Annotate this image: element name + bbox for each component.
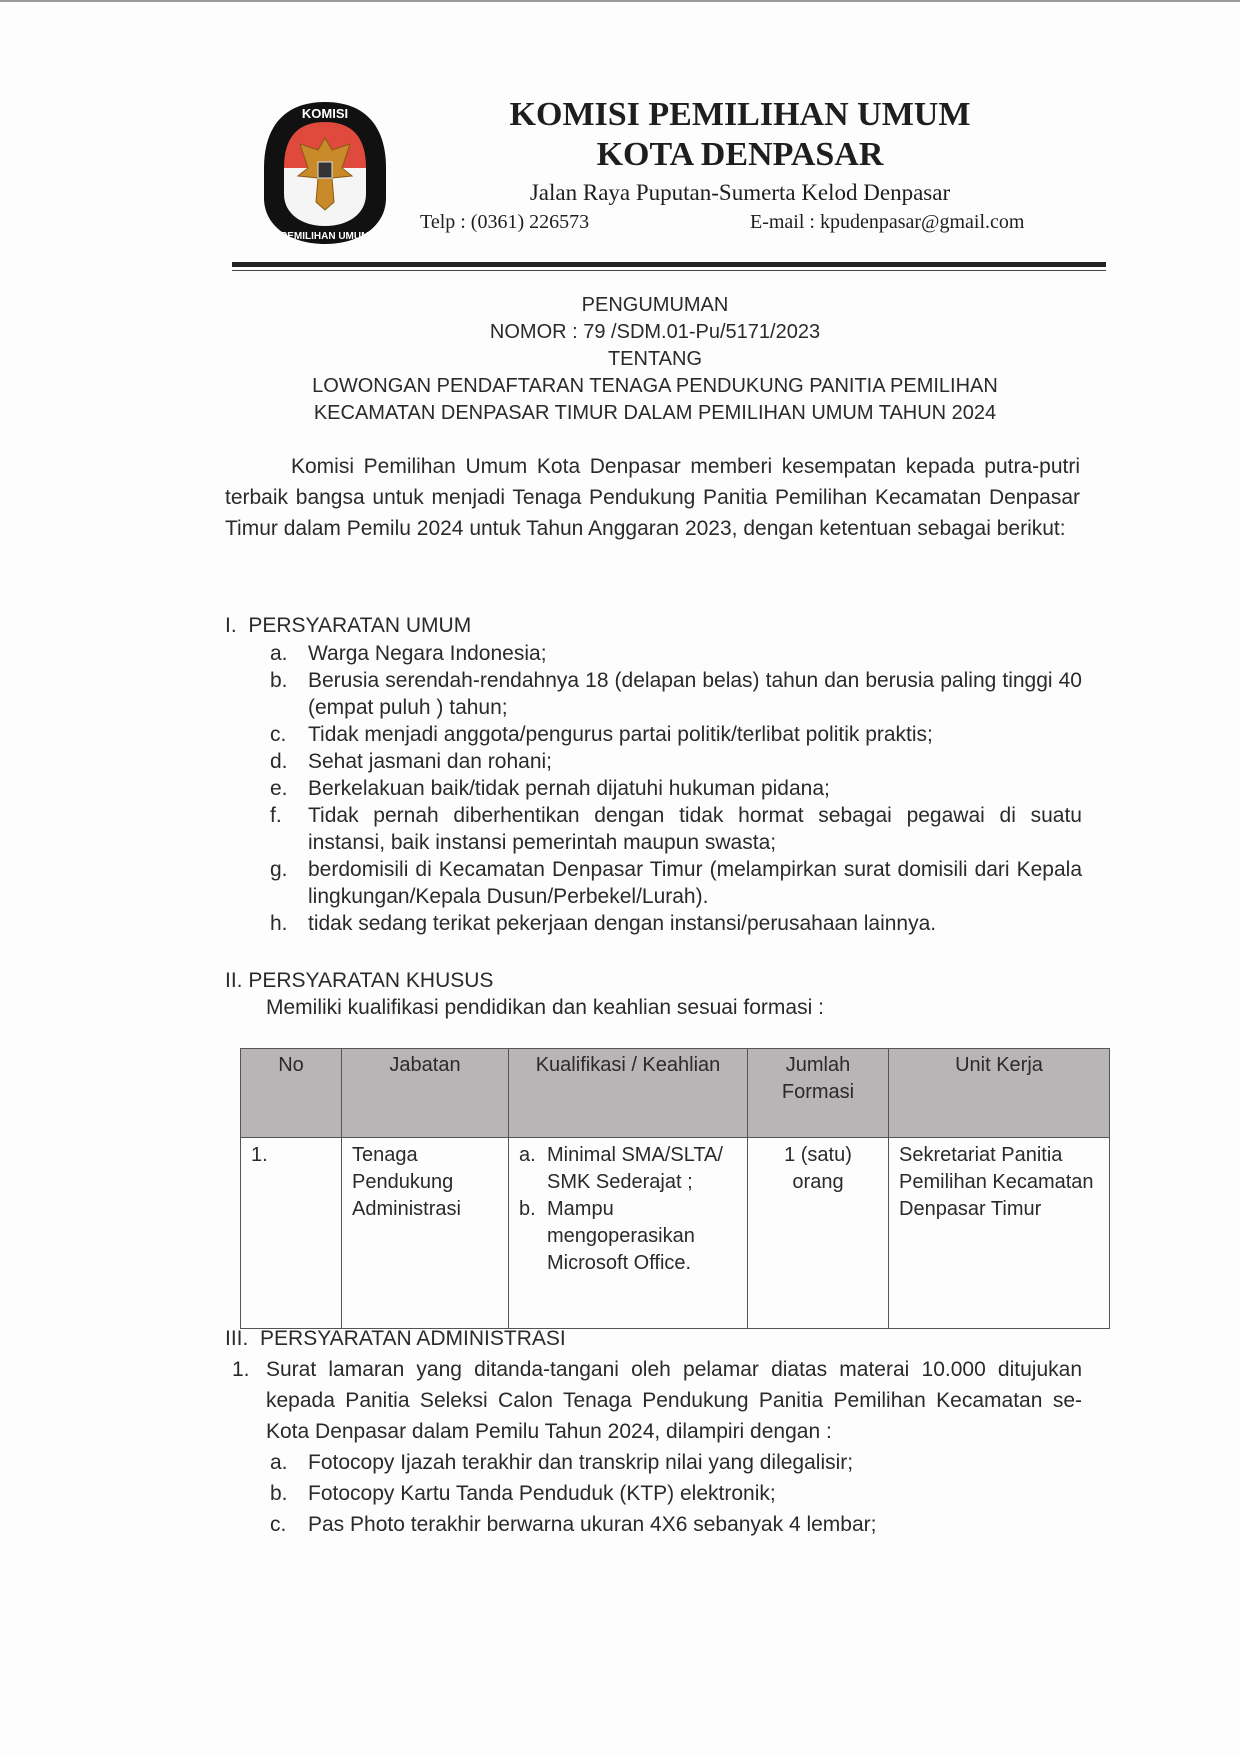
list-item [270, 856, 1082, 910]
section3-sublist [270, 1447, 1082, 1540]
scan-edge [0, 0, 1240, 2]
list-item [270, 775, 1082, 802]
org-name-line2: KOTA DENPASAR [596, 136, 884, 173]
table-header-row [241, 1049, 1110, 1138]
list-item [270, 721, 1082, 748]
list-item [270, 1509, 1082, 1540]
list-item-text: Berkelakuan baik/tidak pernah dijatuhi hukuman pidana; [308, 777, 830, 800]
list-item-text: Tidak pernah diberhentikan dengan tidak hormat sebagai pegawai di suatu instansi, baik instansi pemerintah maupun swasta; [308, 804, 1082, 854]
list-item-text: Berusia serendah-rendahnya 18 (delapan belas) tahun dan berusia paling tinggi 40 (empat puluh ) tahun; [308, 669, 1082, 719]
letterhead-rule-thick [232, 262, 1106, 267]
list-item-text: Sehat jasmani dan rohani; [308, 750, 552, 773]
list-item [270, 1447, 1082, 1478]
cell-jumlah: 1 (satu) orang [748, 1138, 889, 1329]
qualification-text: Minimal SMA/SLTA/ SMK Sederajat ; [547, 1144, 723, 1193]
list-item-marker: b. [270, 1482, 288, 1505]
section3-marker: III. [225, 1327, 249, 1350]
list-item [270, 910, 1082, 937]
qualification-text: Mampu mengoperasikan Microsoft Office. [547, 1198, 695, 1274]
table-row [241, 1138, 1110, 1329]
list-item-marker: g. [270, 858, 288, 881]
list-item [270, 748, 1082, 775]
section2-heading [225, 967, 493, 994]
list-item [270, 802, 1082, 856]
announcement-subject-line2: KECAMATAN DENPASAR TIMUR DALAM PEMILIHAN UMUM TAHUN 2024 [313, 402, 997, 424]
formation-table [240, 1048, 1110, 1329]
org-name-line1: KOMISI PEMILIHAN UMUM [509, 96, 971, 133]
section1-title: PERSYARATAN UMUM [248, 614, 472, 637]
logo-text-bottom: PEMILIHAN UMUM [280, 231, 370, 242]
list-item-text: berdomisili di Kecamatan Denpasar Timur (melampirkan surat domisili dari Kepala lingkungan/Kepala Dusun/Perbekel/Lurah). [308, 858, 1082, 908]
announcement-subject-line1: LOWONGAN PENDAFTARAN TENAGA PENDUKUNG PANITIA PEMILIHAN [312, 375, 998, 397]
announcement-type: PENGUMUMAN [581, 294, 729, 316]
qualification-item [519, 1142, 737, 1196]
list-item-text: Tidak menjadi anggota/pengurus partai politik/terlibat politik praktis; [308, 723, 933, 746]
list-item [270, 640, 1082, 667]
list-item-marker: h. [270, 912, 288, 935]
announcement-number: NOMOR : 79 /SDM.01-Pu/5171/2023 [489, 321, 821, 343]
announcement-about: TENTANG [607, 348, 703, 370]
col-header-kualifikasi: Kualifikasi / Keahlian [509, 1049, 748, 1138]
list-item-marker: b. [270, 669, 288, 692]
col-header-jabatan: Jabatan [342, 1049, 509, 1138]
qualification-marker: b. [519, 1198, 536, 1220]
section1-heading [225, 612, 471, 639]
intro-paragraph: Komisi Pemilihan Umum Kota Denpasar memberi kesempatan kepada putra-putri terbaik bangsa untuk menjadi Tenaga Pendukung Panitia Pemilihan Kecamatan Denpasar Timur dalam Pemilu 2024 untuk Tahun Anggaran 2023, dengan ketentuan sebagai berikut: [225, 455, 1080, 540]
logo-text-top: KOMISI [301, 106, 349, 121]
section2-title: PERSYARATAN KHUSUS [248, 969, 494, 992]
section2-marker: II. [225, 969, 243, 992]
kpu-logo-icon [260, 98, 390, 248]
section1-marker: I. [225, 614, 237, 637]
org-phone: Telp : (0361) 226573 [420, 211, 590, 233]
list-item-text: tidak sedang terikat pekerjaan dengan instansi/perusahaan lainnya. [308, 912, 937, 935]
list-item-marker: c. [270, 723, 287, 746]
section2-lead: Memiliki kualifikasi pendidikan dan keahlian sesuai formasi : [266, 996, 824, 1019]
section3-title: PERSYARATAN ADMINISTRASI [260, 1327, 566, 1350]
list-item [270, 667, 1082, 721]
section1-list [270, 640, 1082, 937]
list-item-text: Pas Photo terakhir berwarna ukuran 4X6 sebanyak 4 lembar; [308, 1513, 877, 1536]
col-header-no: No [241, 1049, 342, 1138]
list-item [270, 1478, 1082, 1509]
col-header-unit: Unit Kerja [889, 1049, 1110, 1138]
list-item-text: Warga Negara Indonesia; [308, 642, 547, 665]
org-email: E-mail : kpudenpasar@gmail.com [750, 211, 1025, 233]
list-item-text: Fotocopy Kartu Tanda Penduduk (KTP) elektronik; [308, 1482, 776, 1505]
list-item-marker: e. [270, 777, 288, 800]
cell-no: 1. [241, 1138, 342, 1329]
list-item-text: Fotocopy Ijazah terakhir dan transkrip nilai yang dilegalisir; [308, 1451, 854, 1474]
list-item-marker: f. [270, 804, 282, 827]
qualification-item [519, 1196, 737, 1277]
letterhead-rule-thin [232, 270, 1106, 271]
list-item-marker: a. [270, 642, 288, 665]
list-item-marker: a. [270, 1451, 288, 1474]
section3-item1-text: Surat lamaran yang ditanda-tangani oleh pelamar diatas materai 10.000 ditujukan kepada Panitia Seleksi Calon Tenaga Pendukung Panitia Pemilihan Kecamatan se-Kota Denpasar dalam Pemilu Tahun 2024, dilampiri dengan : [266, 1358, 1082, 1443]
list-item-marker: c. [270, 1513, 287, 1536]
list-item-marker: d. [270, 750, 288, 773]
org-address: Jalan Raya Puputan-Sumerta Kelod Denpasar [529, 180, 951, 205]
col-header-jumlah: Jumlah Formasi [748, 1049, 889, 1138]
section3-heading [225, 1325, 566, 1352]
section3-item1 [232, 1354, 1082, 1447]
cell-kualifikasi [509, 1138, 748, 1329]
cell-unit: Sekretariat Panitia Pemilihan Kecamatan Denpasar Timur [889, 1138, 1110, 1329]
section3-item1-marker: 1. [232, 1358, 250, 1381]
cell-jabatan: Tenaga Pendukung Administrasi [342, 1138, 509, 1329]
qualification-marker: a. [519, 1144, 536, 1166]
